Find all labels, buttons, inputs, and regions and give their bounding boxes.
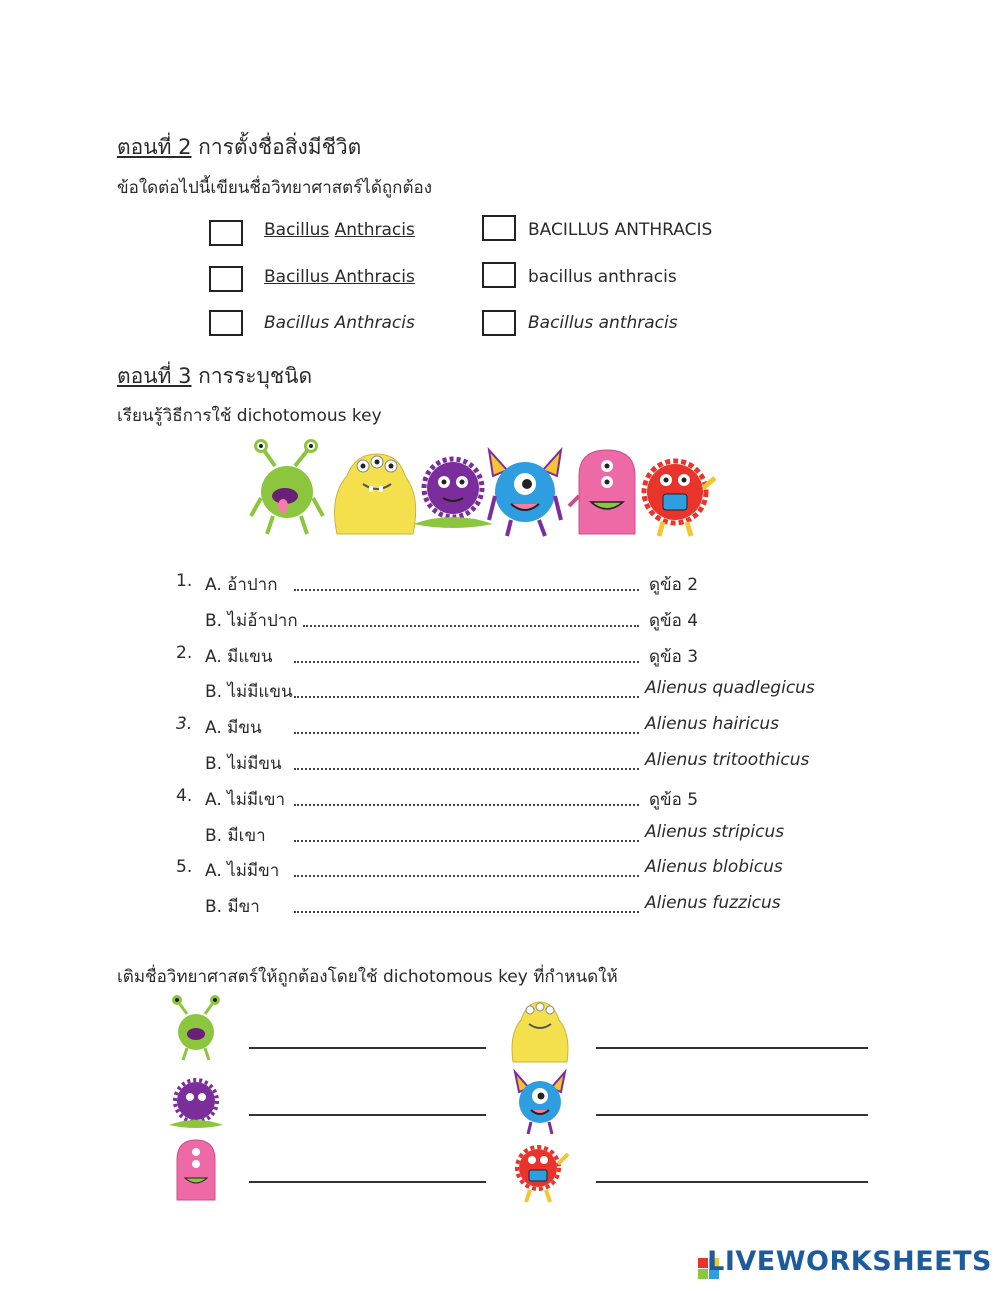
key-condition: A. มีขน	[205, 718, 262, 738]
part2-label: ตอนที่ 2	[117, 135, 192, 159]
key-result: ดูข้อ 2	[649, 575, 699, 595]
key-number: 4.	[176, 786, 193, 806]
key-result: ดูข้อ 4	[649, 611, 699, 631]
key-leader-dots	[294, 873, 639, 877]
option-5-checkbox[interactable]	[482, 262, 516, 288]
key-leader-dots	[294, 909, 639, 913]
key-condition: A. อ้าปาก	[205, 575, 278, 595]
key-result: Alienus fuzzicus	[645, 893, 781, 913]
green-monster-icon	[251, 439, 323, 534]
part3-label: ตอนที่ 3	[117, 364, 192, 388]
answer-line-pink[interactable]	[249, 1181, 486, 1183]
key-leader-dots	[294, 694, 639, 698]
pink-monster-icon	[167, 1136, 225, 1202]
key-condition: B. ไม่อ้าปาก	[205, 611, 298, 631]
part2-question: ข้อใดต่อไปนี้เขียนชื่อวิทยาศาสตร์ได้ถูกต้อง	[117, 178, 433, 198]
answer-line-red[interactable]	[596, 1181, 868, 1183]
key-number: 5.	[176, 857, 193, 877]
option-1-species: Anthracis	[334, 220, 415, 240]
option-2-label: Bacillus Anthracis	[264, 267, 415, 287]
key-number: 1.	[176, 571, 193, 591]
option-2-checkbox[interactable]	[209, 266, 243, 292]
key-condition: A. ไม่มีเขา	[205, 790, 286, 810]
part3-title-text: การระบุชนิด	[191, 364, 313, 388]
key-condition: B. ไม่มีแขน	[205, 682, 293, 702]
part3-subtitle: เรียนรู้วิธีการใช้ dichotomous key	[117, 406, 382, 426]
key-result: Alienus hairicus	[645, 714, 779, 734]
key-leader-dots	[294, 766, 639, 770]
key-condition: A. มีแขน	[205, 647, 273, 667]
key-number: 3.	[176, 714, 193, 734]
option-4-label: BACILLUS ANTHRACIS	[528, 220, 713, 240]
option-6-label: Bacillus anthracis	[528, 313, 678, 333]
key-result: ดูข้อ 5	[649, 790, 699, 810]
option-4-checkbox[interactable]	[482, 215, 516, 241]
part2-title-text: การตั้งชื่อสิ่งมีชีวิต	[191, 135, 362, 159]
option-1-genus: Bacillus	[264, 220, 330, 240]
key-leader-dots	[294, 730, 639, 734]
option-3-checkbox[interactable]	[209, 310, 243, 336]
option-6-checkbox[interactable]	[482, 310, 516, 336]
option-3-label: Bacillus Anthracis	[264, 313, 415, 333]
part2-title	[117, 131, 361, 164]
answer-line-purple[interactable]	[249, 1114, 486, 1116]
brand-name: LIVEWORKSHEETS	[707, 1246, 992, 1277]
part3-title	[117, 360, 312, 393]
red-monster-icon	[508, 1134, 572, 1204]
pink-monster-icon	[569, 450, 635, 534]
answer-line-blue[interactable]	[596, 1114, 868, 1116]
blue-monster-icon	[489, 450, 561, 536]
key-condition: A. ไม่มีขา	[205, 861, 280, 881]
answer-line-yellow[interactable]	[596, 1047, 868, 1049]
red-monster-icon	[644, 461, 715, 536]
key-leader-dots	[294, 587, 639, 591]
key-leader-dots	[303, 623, 639, 627]
blue-monster-icon	[507, 1068, 573, 1136]
green-monster-icon	[165, 994, 227, 1064]
purple-monster-icon	[413, 459, 493, 528]
key-leader-dots	[294, 659, 639, 663]
key-result: Alienus tritoothicus	[645, 750, 810, 770]
yellow-monster-icon	[507, 994, 573, 1064]
option-5-label: bacillus anthracis	[528, 267, 677, 287]
key-leader-dots	[294, 802, 639, 806]
key-leader-dots	[294, 838, 639, 842]
key-result: ดูข้อ 3	[649, 647, 699, 667]
answer-line-green[interactable]	[249, 1047, 486, 1049]
key-condition: B. ไม่มีขน	[205, 754, 282, 774]
key-result: Alienus stripicus	[645, 822, 785, 842]
option-1-checkbox[interactable]	[209, 220, 243, 246]
option-1-label	[264, 220, 415, 240]
key-result: Alienus quadlegicus	[645, 678, 815, 698]
monsters-illustration	[245, 436, 725, 542]
yellow-monster-icon	[335, 454, 416, 534]
key-condition: B. มีขา	[205, 897, 260, 917]
key-condition: B. มีเขา	[205, 826, 266, 846]
key-number: 2.	[176, 643, 193, 663]
fill-instruction: เติมชื่อวิทยาศาสตร์ให้ถูกต้องโดยใช้ dichotomous key ที่กำหนดให้	[117, 967, 618, 987]
purple-monster-icon	[165, 1073, 227, 1131]
key-result: Alienus blobicus	[645, 857, 783, 877]
